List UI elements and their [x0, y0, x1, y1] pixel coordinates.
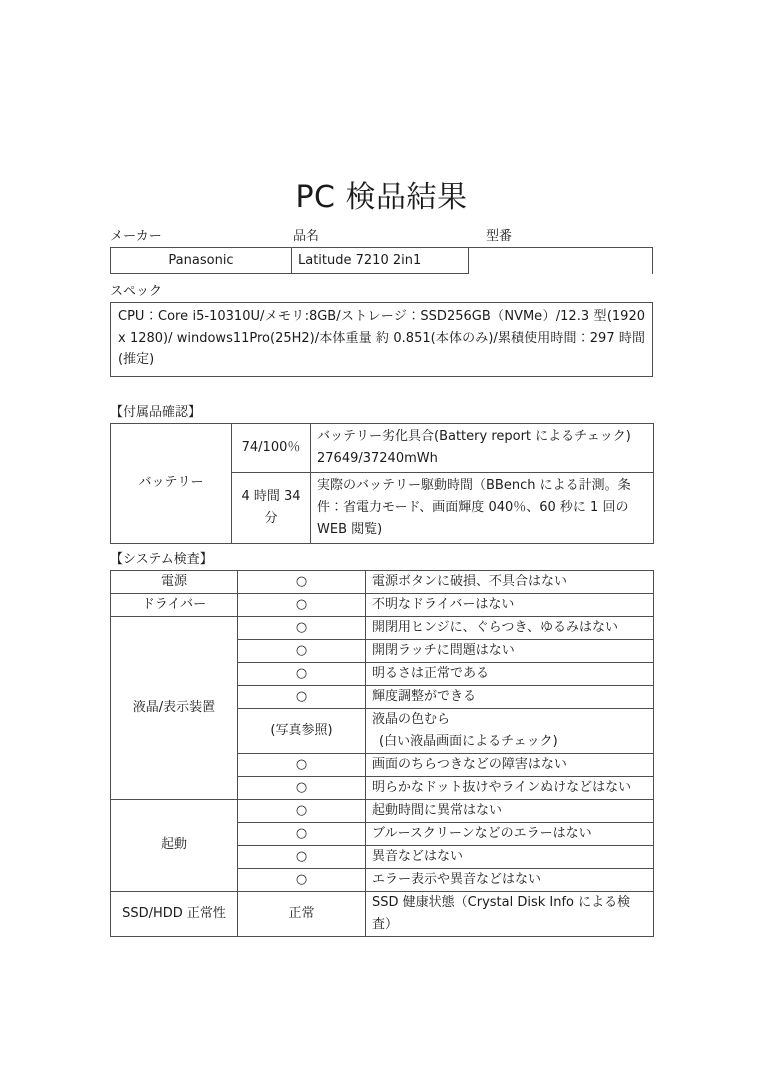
check-desc: 開閉用ヒンジに、ぐらつき、ゆるみはない: [366, 616, 654, 639]
page-title: PC 検品結果: [295, 180, 468, 215]
check-mark: ○: [238, 616, 366, 639]
check-mark-photo-ref: (写真参照): [238, 708, 366, 753]
check-desc-line1: 液晶の色むら: [372, 711, 451, 727]
battery-runtime-value: 4 時間 34 分: [232, 472, 311, 543]
check-mark: ○: [238, 868, 366, 891]
check-desc: 明らかなドット抜けやラインぬけなどはない: [366, 776, 654, 799]
check-category-power: 電源: [111, 570, 238, 593]
check-mark: ○: [238, 845, 366, 868]
check-desc: SSD 健康状態（Crystal Disk Info による検査）: [366, 891, 654, 936]
product-table: [110, 247, 653, 274]
check-desc-line2: (白い液晶画面によるチェック): [379, 733, 558, 749]
check-mark: ○: [238, 662, 366, 685]
check-desc: ブルースクリーンなどのエラーはない: [366, 822, 654, 845]
battery-health-desc-line2: 27649/37240mWh: [317, 450, 438, 466]
check-mark: ○: [238, 822, 366, 845]
check-desc: [366, 708, 654, 753]
system-check-table: [110, 570, 654, 937]
check-mark: ○: [238, 685, 366, 708]
check-desc: 輝度調整ができる: [366, 685, 654, 708]
spec-text: CPU：Core i5-10310U/メモリ:8GB/ストレージ：SSD256GB（NVMe）/12.3 型(1920 x 1280)/ windows11Pro(25H2)/本体重量 約 0.851(本体のみ)/累積使用時間：297 時間 (推定): [118, 309, 659, 367]
model-number-value: [469, 247, 653, 274]
check-mark: ○: [238, 593, 366, 616]
check-desc: 電源ボタンに破損、不具合はない: [366, 570, 654, 593]
check-desc: エラー表示や異音などはない: [366, 868, 654, 891]
check-desc: 起動時間に異常はない: [366, 799, 654, 822]
check-row: [111, 799, 654, 822]
check-category-ssd: SSD/HDD 正常性: [111, 891, 238, 936]
battery-category: バッテリー: [111, 423, 232, 543]
check-row: [111, 616, 654, 639]
check-desc: 明るさは正常である: [366, 662, 654, 685]
check-row: [111, 570, 654, 593]
check-mark: ○: [238, 570, 366, 593]
maker-label: メーカー: [110, 229, 162, 244]
check-desc: 異音などはない: [366, 845, 654, 868]
document-content: [110, 228, 659, 937]
check-mark: ○: [238, 776, 366, 799]
check-row: [111, 891, 654, 936]
battery-row: [111, 423, 654, 472]
system-section-label: 【システム検査】: [110, 551, 213, 567]
product-name-label: 品名: [293, 229, 320, 244]
check-desc: 不明なドライバーはない: [366, 593, 654, 616]
check-mark: ○: [238, 639, 366, 662]
accessory-section-label: 【付属品確認】: [110, 404, 202, 420]
check-mark: ○: [238, 799, 366, 822]
spec-box: [110, 302, 659, 377]
battery-health-desc: [311, 423, 654, 472]
battery-health-desc-line1: バッテリー劣化具合(Battery report によるチェック): [317, 428, 631, 444]
maker-value: Panasonic: [110, 247, 292, 274]
model-number-label: 型番: [486, 229, 513, 244]
check-category-boot: 起動: [111, 799, 238, 891]
check-category-display: 液晶/表示装置: [111, 616, 238, 799]
battery-table: [110, 423, 654, 544]
check-mark-normal: 正常: [238, 891, 366, 936]
check-row: [111, 593, 654, 616]
check-desc: 開閉ラッチに問題はない: [366, 639, 654, 662]
product-header-labels: [110, 228, 653, 246]
check-category-driver: ドライバー: [111, 593, 238, 616]
check-desc: 画面のちらつきなどの障害はない: [366, 753, 654, 776]
check-mark: ○: [238, 753, 366, 776]
battery-health-value: 74/100％: [232, 423, 311, 472]
product-name-value: Latitude 7210 2in1: [292, 247, 469, 274]
spec-label: スペック: [110, 284, 163, 299]
battery-runtime-desc: 実際のバッテリー駆動時間（BBench による計測。条件：省電力モード、画面輝度 040％、60 秒に 1 回の WEB 閲覧): [311, 472, 654, 543]
